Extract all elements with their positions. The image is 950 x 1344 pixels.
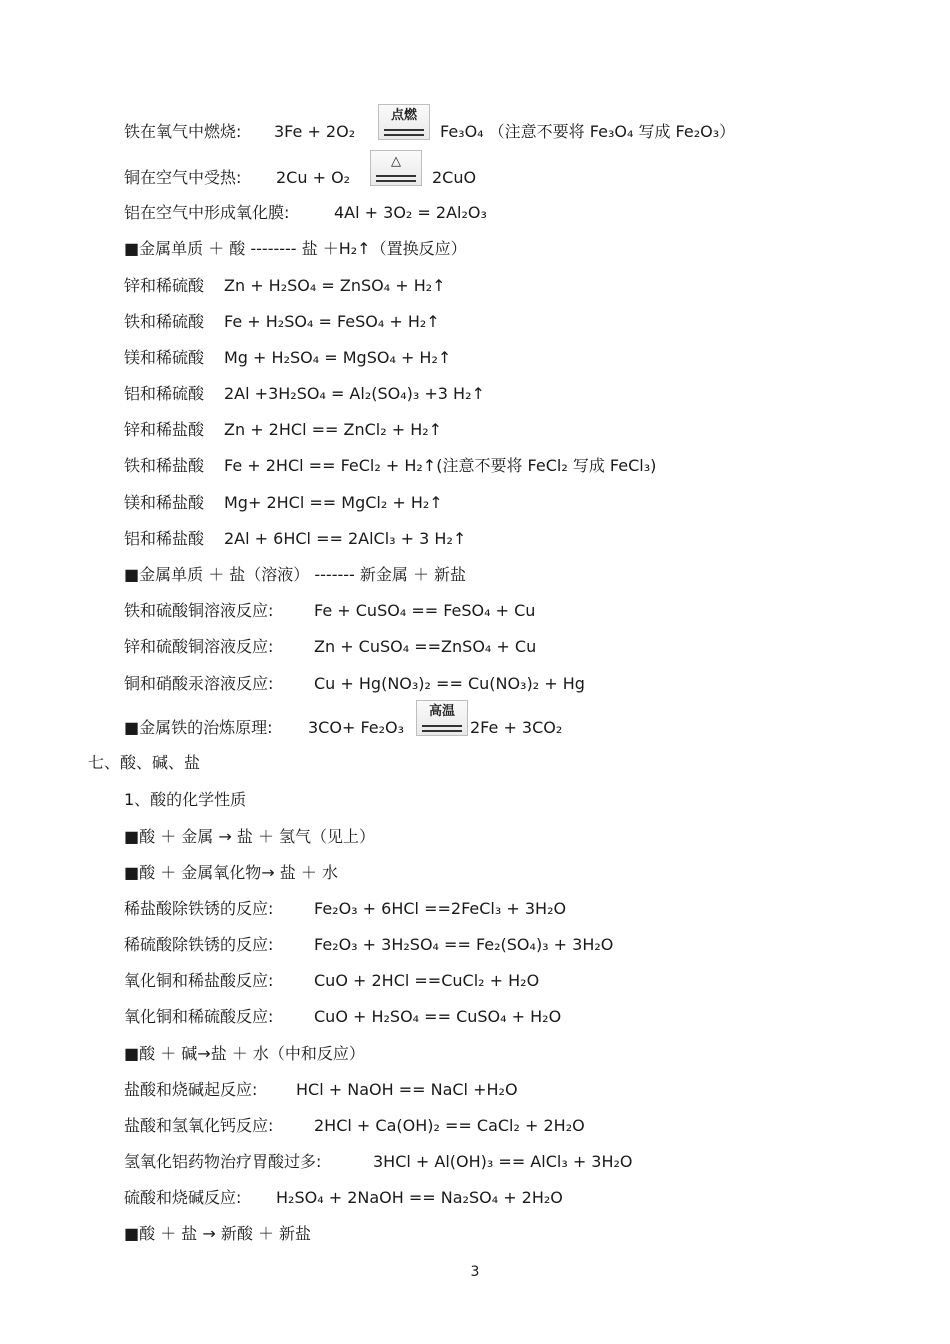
equation-label: 氧化铜和稀硫酸反应:	[124, 1007, 274, 1026]
section-heading: ■酸 ＋ 金属 → 盐 ＋ 氢气（见上）	[124, 827, 376, 846]
equation-line	[124, 348, 452, 368]
section-heading: ■金属单质 ＋ 酸 -------- 盐 ＋H₂↑（置换反应）	[124, 239, 467, 258]
chemical-equation: Mg + H₂SO₄ = MgSO₄ + H₂↑	[224, 348, 452, 367]
equation-line	[124, 122, 356, 142]
equation-line	[124, 899, 567, 919]
equation-line	[124, 1152, 633, 1172]
equation-label: 锌和稀硫酸	[124, 276, 205, 295]
chemical-equation: Fe₂O₃ + 6HCl ==2FeCl₃ + 3H₂O	[314, 899, 567, 918]
chemical-equation: Fe + H₂SO₄ = FeSO₄ + H₂↑	[224, 312, 440, 331]
chemical-equation: Fe + CuSO₄ == FeSO₄ + Cu	[314, 601, 536, 620]
chemical-equation: 2Cu + O₂	[276, 168, 351, 187]
condition-label: △	[391, 154, 401, 169]
equation-line	[124, 203, 487, 223]
equation-line	[124, 637, 537, 657]
equation-line	[124, 971, 540, 991]
equation-label: ■金属铁的治炼原理:	[124, 718, 273, 737]
section-heading: ■酸 ＋ 金属氧化物→ 盐 ＋ 水	[124, 863, 338, 882]
chemical-equation: HCl + NaOH == NaCl +H₂O	[296, 1080, 518, 1099]
chemical-equation: 4Al + 3O₂ = 2Al₂O₃	[334, 203, 487, 222]
equation-label: 镁和稀硫酸	[124, 348, 205, 367]
chemical-equation: 3Fe + 2O₂	[274, 122, 356, 141]
equation-line	[124, 384, 485, 404]
equation-product: Fe₃O₄ （注意不要将 Fe₃O₄ 写成 Fe₂O₃）	[440, 122, 736, 141]
equation-label: 氢氧化铝药物治疗胃酸过多:	[124, 1152, 322, 1171]
equation-line	[124, 529, 467, 549]
reaction-condition-heat	[370, 150, 422, 186]
equation-label: 稀硫酸除铁锈的反应:	[124, 935, 274, 954]
equation-line	[124, 456, 657, 476]
chemical-equation: 2Al +3H₂SO₄ = Al₂(SO₄)₃ +3 H₂↑	[224, 384, 485, 403]
chemical-equation: Fe + 2HCl == FeCl₂ + H₂↑(注意不要将 FeCl₂ 写成 FeCl₃)	[224, 456, 657, 475]
condition-line	[422, 730, 462, 732]
chemical-equation: 2HCl + Ca(OH)₂ == CaCl₂ + 2H₂O	[314, 1116, 585, 1135]
equation-line	[124, 1188, 563, 1208]
equation-line	[124, 718, 405, 738]
equation-line	[124, 674, 585, 694]
equation-label: 铁和稀硫酸	[124, 312, 205, 331]
equation-line	[124, 601, 536, 621]
chemical-equation: H₂SO₄ + 2NaOH == Na₂SO₄ + 2H₂O	[276, 1188, 563, 1207]
section-title: 七、酸、碱、盐	[88, 753, 201, 772]
condition-label: 点燃	[390, 108, 417, 123]
section-heading: ■酸 ＋ 盐 → 新酸 ＋ 新盐	[124, 1224, 312, 1243]
reaction-condition-high-temp	[416, 700, 468, 736]
equation-line	[124, 312, 440, 332]
equation-label: 铁在氧气中燃烧:	[124, 122, 242, 141]
chemical-equation: Zn + H₂SO₄ = ZnSO₄ + H₂↑	[224, 276, 446, 295]
chemical-equation: Cu + Hg(NO₃)₂ == Cu(NO₃)₂ + Hg	[314, 674, 585, 693]
equation-line	[124, 1116, 585, 1136]
condition-line	[384, 134, 424, 136]
chemical-equation: Fe₂O₃ + 3H₂SO₄ == Fe₂(SO₄)₃ + 3H₂O	[314, 935, 614, 954]
equation-product: 2Fe + 3CO₂	[470, 718, 563, 737]
condition-line	[384, 129, 424, 131]
section-heading: ■酸 ＋ 碱→盐 ＋ 水（中和反应）	[124, 1044, 365, 1063]
equation-line	[124, 1080, 518, 1100]
condition-line	[376, 180, 416, 182]
chemical-equation: 3HCl + Al(OH)₃ == AlCl₃ + 3H₂O	[373, 1152, 633, 1171]
equation-label: 氧化铜和稀盐酸反应:	[124, 971, 274, 990]
reaction-condition-ignite	[378, 104, 430, 140]
chemical-equation: 3CO+ Fe₂O₃	[308, 718, 405, 737]
condition-line	[422, 725, 462, 727]
subsection-title: 1、酸的化学性质	[124, 790, 247, 809]
equation-label: 盐酸和氢氧化钙反应:	[124, 1116, 274, 1135]
equation-line	[124, 276, 446, 296]
equation-label: 锌和稀盐酸	[124, 420, 205, 439]
chemical-equation: CuO + 2HCl ==CuCl₂ + H₂O	[314, 971, 540, 990]
chemical-equation: Zn + CuSO₄ ==ZnSO₄ + Cu	[314, 637, 537, 656]
equation-product: 2CuO	[432, 168, 477, 187]
equation-label: 稀盐酸除铁锈的反应:	[124, 899, 274, 918]
equation-label: 硫酸和烧碱反应:	[124, 1188, 242, 1207]
chemical-equation: CuO + H₂SO₄ == CuSO₄ + H₂O	[314, 1007, 562, 1026]
equation-line	[124, 168, 351, 188]
equation-label: 铝和稀硫酸	[124, 384, 205, 403]
equation-line	[124, 420, 443, 440]
equation-line	[124, 1007, 562, 1027]
section-heading: ■金属单质 ＋ 盐（溶液） ------- 新金属 ＋ 新盐	[124, 565, 467, 584]
equation-line	[124, 935, 614, 955]
equation-label: 盐酸和烧碱起反应:	[124, 1080, 258, 1099]
equation-label: 铜在空气中受热:	[124, 168, 242, 187]
page-number: 3	[470, 1264, 480, 1280]
equation-label: 锌和硫酸铜溶液反应:	[124, 637, 274, 656]
condition-label: 高温	[428, 704, 455, 719]
equation-label: 镁和稀盐酸	[124, 493, 205, 512]
equation-label: 铁和硫酸铜溶液反应:	[124, 601, 274, 620]
equation-label: 铁和稀盐酸	[124, 456, 205, 475]
equation-label: 铝在空气中形成氧化膜:	[124, 203, 290, 222]
equation-line	[124, 493, 443, 513]
chemical-equation: Zn + 2HCl == ZnCl₂ + H₂↑	[224, 420, 443, 439]
chemical-equation: Mg+ 2HCl == MgCl₂ + H₂↑	[224, 493, 443, 512]
condition-line	[376, 175, 416, 177]
chemical-equation: 2Al + 6HCl == 2AlCl₃ + 3 H₂↑	[224, 529, 467, 548]
equation-label: 铝和稀盐酸	[124, 529, 205, 548]
equation-label: 铜和硝酸汞溶液反应:	[124, 674, 274, 693]
